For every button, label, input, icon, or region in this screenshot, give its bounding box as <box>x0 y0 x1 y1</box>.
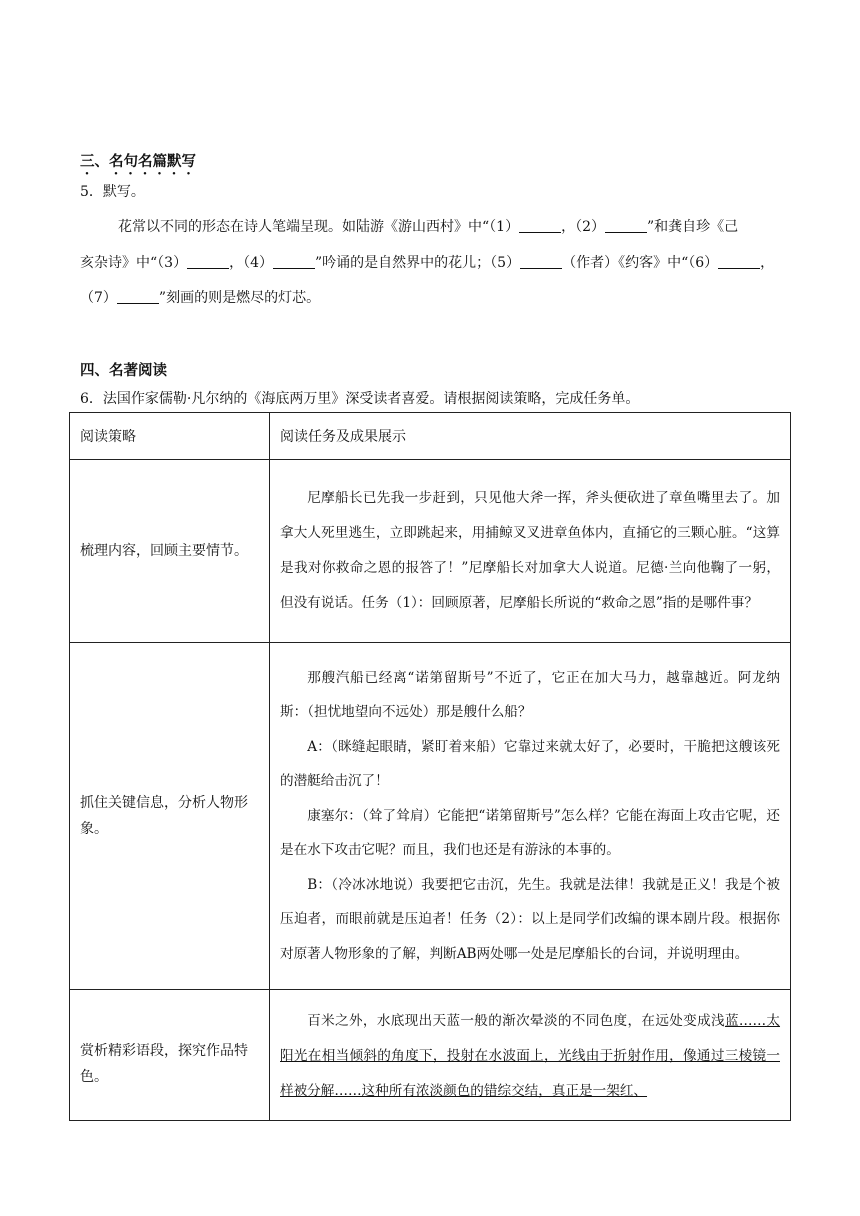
table-row <box>70 990 791 1121</box>
table-row <box>70 643 791 990</box>
strategy-cell: 抓住关键信息，分析人物形象。 <box>70 643 270 990</box>
strategy-cell: 赏析精彩语段，探究作品特色。 <box>70 990 270 1121</box>
blank-4[interactable] <box>273 254 315 269</box>
script-line-b: B：（冷冰冰地说）我要把它击沉，先生。我就是法律！我就是正义！我是个被压迫者，而眼前就是压迫者！任务（2）：以上是同学们改编的课本剧片段。根据你对原著人物形象的了解，判断AB两处哪一处是尼摩船长的台词，并说明理由。 <box>280 876 780 962</box>
section-3-title: 三、名句名篇默写 <box>80 154 196 170</box>
reading-task-table <box>69 412 791 1121</box>
excerpt-text: 百米之外，水底现出天蓝一般的渐次晕淡的不同色度，在远处变成浅蓝……太阳光在相当倾斜的角度下，投射在水波面上，光线由于折射作用，像通过三棱镜一样被分解……这种所有浓淡颜色的错综交结，真正是一架红、 <box>280 1012 781 1099</box>
task-content-cell <box>270 460 791 643</box>
question-6-intro: 6．法国作家儒勒·凡尔纳的《海底两万里》深受读者喜爱。请根据阅读策略，完成任务单。 <box>80 391 640 407</box>
underlined-excerpt: 蓝……太阳光在相当倾斜的角度下，投射在水波面上，光线由于折射作用，像通过三棱镜一样被分解……这种所有浓淡颜色的错综交结，真正是一架红、 <box>280 1012 781 1099</box>
table-header-task: 阅读任务及成果展示 <box>270 413 791 460</box>
task-content-cell <box>270 990 791 1121</box>
task-1-text: 尼摩船长已先我一步赶到，只见他大斧一挥，斧头便砍进了章鱼嘴里去了。加拿大人死里逃生，立即跳起来，用捕鲸叉叉进章鱼体内，直捅它的三颗心脏。“这算是我对你救命之恩的报答了！”尼摩船长对加拿大人说道。尼德·兰向他鞠了一躬，但没有说话。任务（1）：回顾原著，尼摩船长所说的“救命之恩”指的是哪件事？ <box>280 490 780 611</box>
script-narration: 那艘汽船已经离“诺第留斯号”不近了，它正在加大马力，越靠越近。阿龙纳斯：（担忧地望向不远处）那是艘什么船？ <box>280 669 780 721</box>
blank-6[interactable] <box>718 254 760 269</box>
blank-5[interactable] <box>520 254 562 269</box>
question-5-label: 5．默写。 <box>80 184 145 200</box>
script-line-a: A：（眯缝起眼睛，紧盯着来船）它靠过来就太好了，必要时，干脆把这艘该死的潜艇给击沉了！ <box>280 738 780 790</box>
table-row <box>70 460 791 643</box>
q5-text-line-2: 亥杂诗》中“（3） ，（4） ”吟诵的是自然界中的花儿；（5） （作者）《约客》中“（6） ， <box>80 255 775 271</box>
blank-3[interactable] <box>187 254 229 269</box>
blank-1[interactable] <box>519 218 561 233</box>
blank-7[interactable] <box>117 289 159 304</box>
task-content-cell <box>270 643 791 990</box>
script-line-conseil: 康塞尔：（耸了耸肩）它能把“诺第留斯号”怎么样？它能在海面上攻击它呢，还是在水下攻击它呢？而且，我们也还是有游泳的本事的。 <box>280 807 780 859</box>
q5-text-line-1: 花常以不同的形态在诗人笔端呈现。如陆游《游山西村》中“（1） ，（2） ”和龚自珍《己 <box>118 219 739 235</box>
q5-text-line-3: （7） ”刻画的则是燃尽的灯芯。 <box>80 290 321 306</box>
table-header-strategy: 阅读策略 <box>70 413 270 460</box>
section-4-title: 四、名著阅读 <box>80 363 167 379</box>
blank-2[interactable] <box>605 218 647 233</box>
strategy-cell: 梳理内容，回顾主要情节。 <box>70 460 270 643</box>
